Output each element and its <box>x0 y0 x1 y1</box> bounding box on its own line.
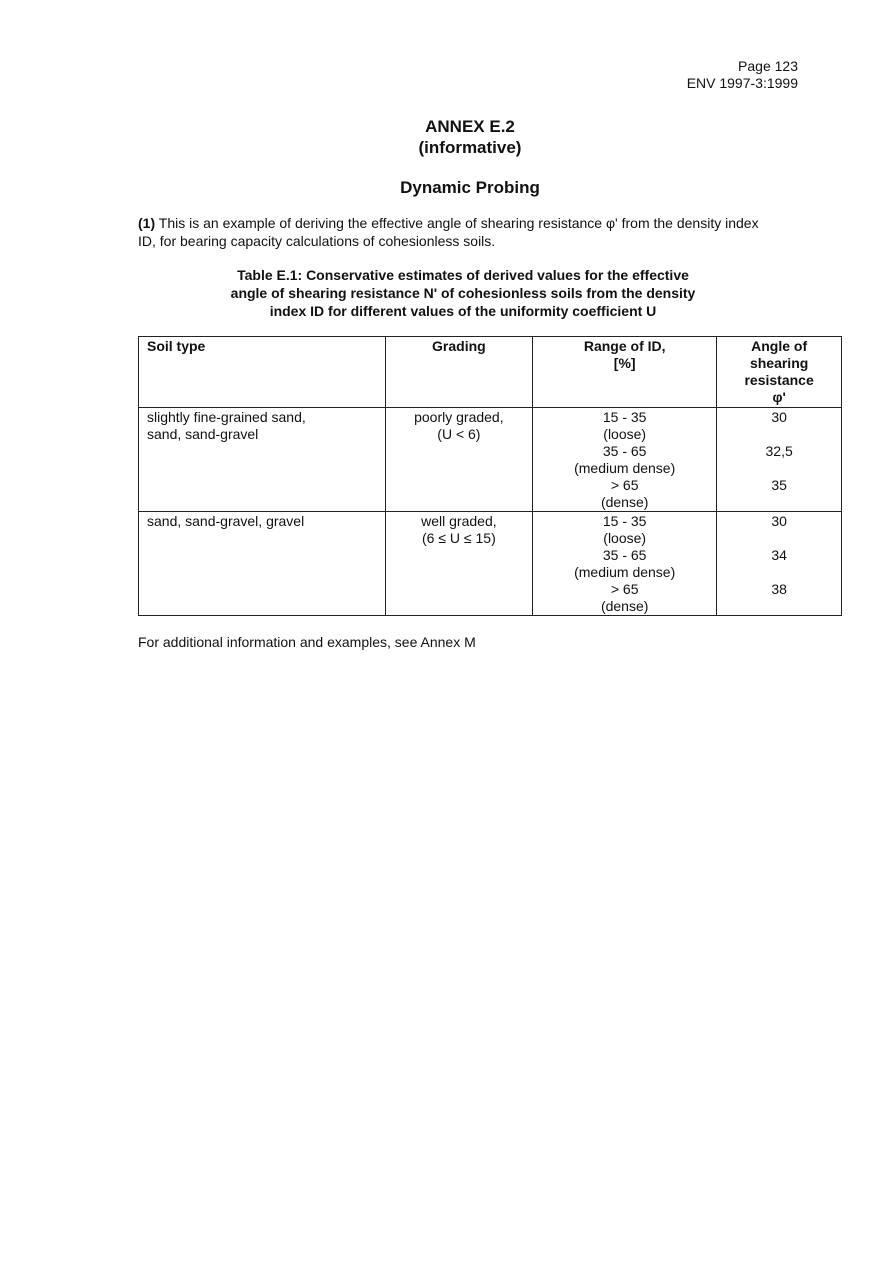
soil-type-cell <box>139 408 386 512</box>
angle-cell <box>717 512 842 616</box>
caption-line: angle of shearing resistance N' of cohesionless soils from the density <box>230 285 696 301</box>
range-line: 35 - 65 <box>602 443 647 459</box>
soil-type-line: slightly fine-grained sand, <box>147 409 306 425</box>
angle-value: 38 <box>771 581 787 597</box>
angle-value: 30 <box>771 409 787 425</box>
table-header-row <box>139 337 842 408</box>
soil-type-cell <box>139 512 386 616</box>
angle-value: 34 <box>771 547 787 563</box>
range-cell <box>533 408 717 512</box>
angle-value: 32,5 <box>765 443 793 459</box>
range-line: (dense) <box>600 494 649 510</box>
range-line: (medium dense) <box>574 460 676 476</box>
header-range-line: Range of ID, <box>583 338 666 354</box>
caption-line: Table E.1: Conservative estimates of derived values for the effective <box>237 267 689 283</box>
header-angle-line: φ' <box>772 389 786 405</box>
angle-cell <box>717 408 842 512</box>
table-row <box>139 512 842 616</box>
header-range <box>533 337 717 408</box>
grading-line: (U < 6) <box>437 426 481 442</box>
range-line: (loose) <box>603 530 647 546</box>
table-caption <box>196 266 730 320</box>
range-line: 35 - 65 <box>602 547 647 563</box>
soil-type-line: sand, sand-gravel, gravel <box>147 513 305 529</box>
angle-value: 30 <box>771 513 787 529</box>
header-angle-line: shearing <box>749 355 809 371</box>
grading-line: poorly graded, <box>414 409 504 425</box>
header-angle-line: resistance <box>744 372 814 388</box>
range-line: 15 - 35 <box>602 513 647 529</box>
caption-line: index ID for different values of the uniformity coefficient U <box>269 303 657 319</box>
header-angle <box>717 337 842 408</box>
range-line: > 65 <box>610 581 639 597</box>
range-line: > 65 <box>610 477 639 493</box>
header-range-line: [%] <box>613 355 636 371</box>
range-line: (dense) <box>600 598 649 614</box>
header-soil-type: Soil type <box>139 337 386 408</box>
annex-title: ANNEX E.2 <box>425 117 515 136</box>
soil-type-line: sand, sand-gravel <box>147 426 259 442</box>
header-angle-line: Angle of <box>751 338 808 354</box>
section-title: Dynamic Probing <box>400 178 540 197</box>
header-grading: Grading <box>385 337 532 408</box>
grading-line: well graded, <box>421 513 497 529</box>
range-cell <box>533 512 717 616</box>
angle-value: 35 <box>771 477 787 493</box>
intro-text: This is an example of deriving the effective angle of shearing resistance φ' from the density index ID, for bearing capacity calculations of cohesionless soils. <box>138 215 759 249</box>
grading-cell <box>385 408 532 512</box>
page-header <box>687 58 798 92</box>
annex-heading <box>0 116 893 158</box>
page-number: Page 123 <box>738 58 798 74</box>
standard-reference: ENV 1997-3:1999 <box>686 75 798 91</box>
paragraph-number: (1) <box>138 215 156 231</box>
soil-table <box>138 336 842 616</box>
grading-cell <box>385 512 532 616</box>
range-line: (loose) <box>603 426 647 442</box>
grading-line: (6 ≤ U ≤ 15) <box>422 530 496 546</box>
range-line: 15 - 35 <box>602 409 647 425</box>
range-line: (medium dense) <box>574 564 676 580</box>
table-row <box>139 408 842 512</box>
footnote: For additional information and examples, see Annex M <box>138 634 476 650</box>
annex-subtitle: (informative) <box>418 138 522 157</box>
intro-paragraph <box>138 214 778 250</box>
